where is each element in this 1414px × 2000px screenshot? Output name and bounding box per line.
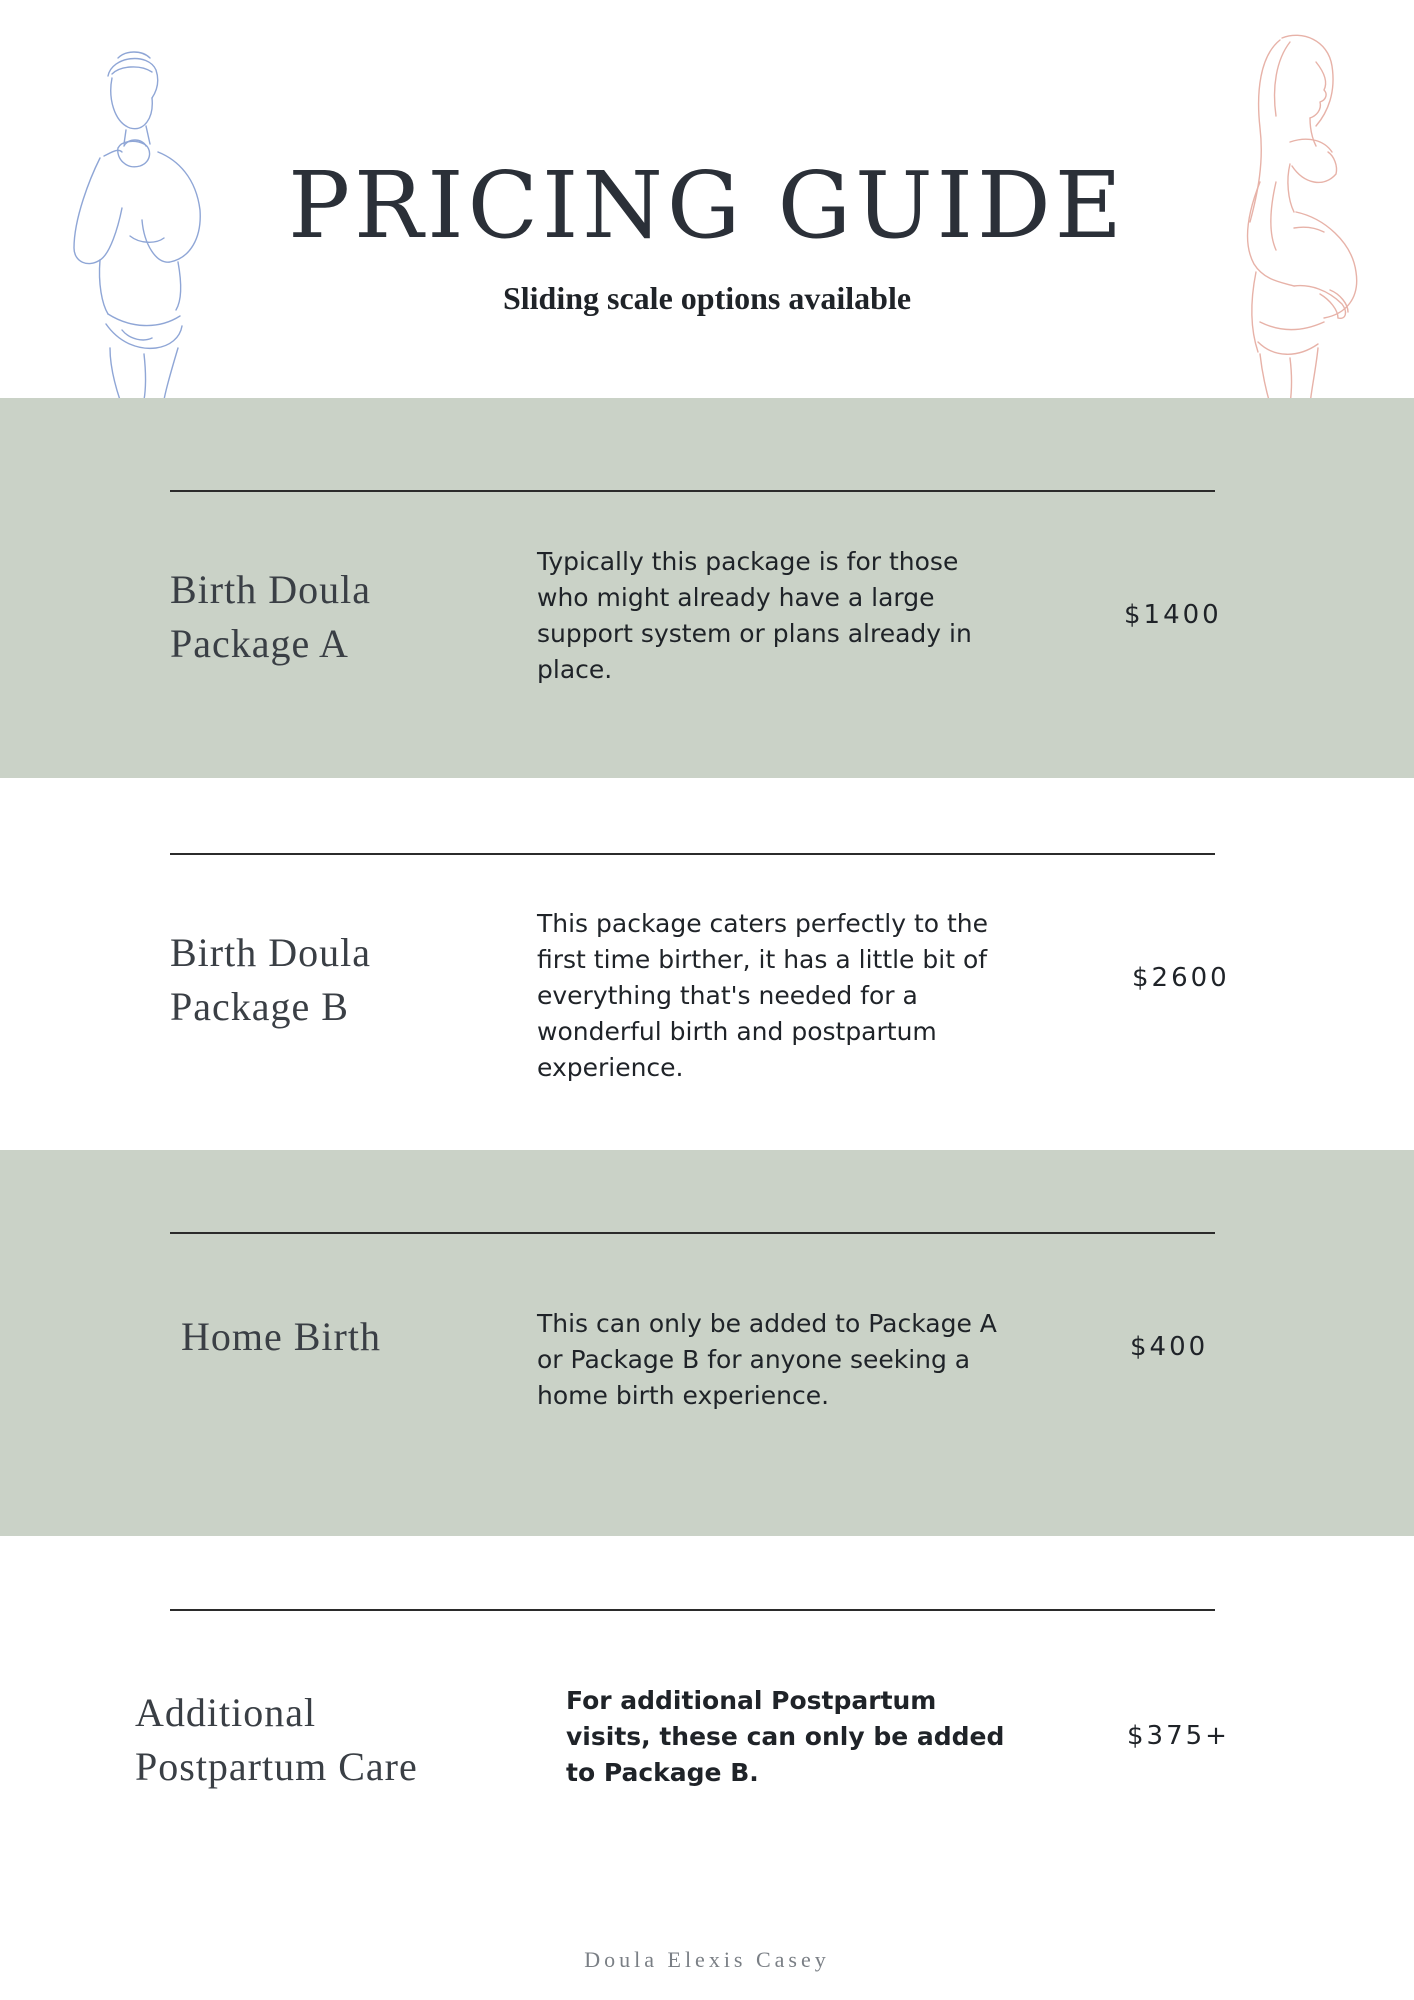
postpartum-care-section	[0, 1536, 1414, 1936]
divider-rule	[170, 1609, 1215, 1611]
divider-rule	[170, 1232, 1215, 1234]
home-birth-section	[0, 1150, 1414, 1536]
package-description: This can only be added to Package A or Package B for anyone seeking a home birth experience.	[537, 1309, 997, 1410]
page-title: PRICING GUIDE	[288, 152, 1126, 259]
package-price: $375+	[1127, 1721, 1230, 1751]
package-name: Birth Doula Package A	[170, 567, 371, 666]
package-name: Additional Postpartum Care	[135, 1690, 418, 1789]
package-price: $400	[1130, 1332, 1209, 1362]
package-description: Typically this package is for those who might already have a large support system or plans already in place.	[537, 547, 972, 684]
footer-signature: Doula Elexis Casey	[584, 1947, 830, 1972]
divider-rule	[170, 490, 1215, 492]
package-description: For additional Postpartum visits, these can only be added to Package B.	[566, 1686, 1005, 1787]
package-price: $1400	[1124, 600, 1222, 630]
package-price: $2600	[1132, 963, 1230, 993]
divider-rule	[170, 853, 1215, 855]
package-a-section	[0, 398, 1414, 778]
page-subtitle: Sliding scale options available	[502, 280, 912, 316]
package-description: This package caters perfectly to the first time birther, it has a little bit of everything that's needed for a wonderful birth and postpartum experience.	[537, 909, 989, 1082]
package-name: Birth Doula Package B	[170, 930, 371, 1029]
package-name: Home Birth	[181, 1314, 381, 1359]
package-b-section	[0, 778, 1414, 1150]
